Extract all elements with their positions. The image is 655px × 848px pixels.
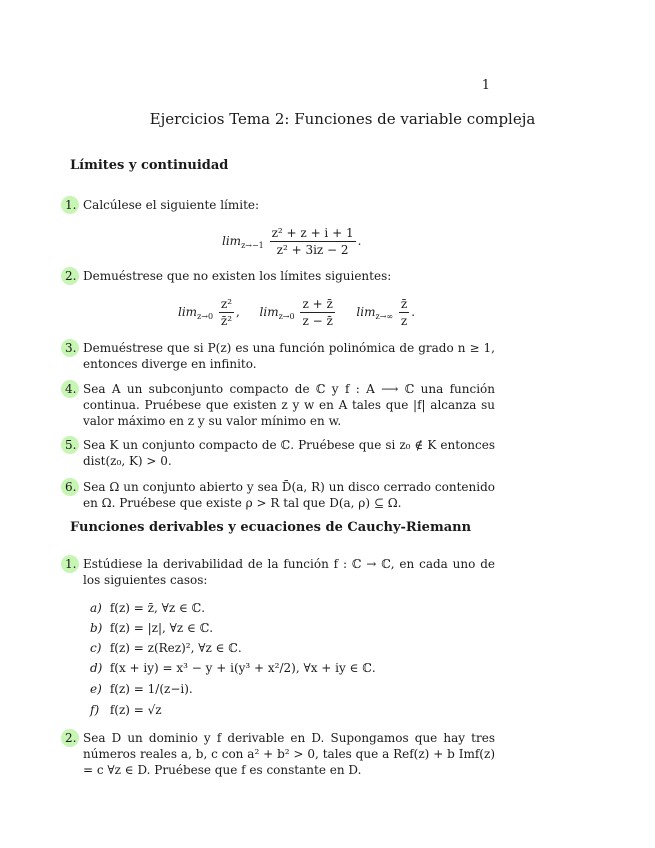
case-b — [90, 621, 213, 635]
exercise-1-4 — [65, 381, 495, 431]
case-e — [90, 682, 193, 696]
lim-label: lim — [259, 305, 279, 319]
limit-expression — [178, 297, 244, 328]
document-title: Ejercicios Tema 2: Funciones de variable compleja — [149, 110, 536, 128]
fraction — [300, 297, 334, 328]
numerator: z + z̄ — [302, 297, 333, 311]
limit-expression — [259, 297, 341, 328]
exercise-2-1 — [65, 556, 495, 590]
section-heading-derivables: Funciones derivables y ecuaciones de Cauchy-Riemann — [70, 520, 472, 535]
lim-label: lim — [356, 305, 376, 319]
lim-subscript: z→0 — [278, 312, 295, 321]
denominator: z − z̄ — [302, 314, 333, 328]
exercise-1-1 — [65, 197, 495, 215]
case-label: d) — [90, 661, 103, 675]
section-heading-limits: Límites y continuidad — [70, 158, 229, 173]
case-text: f(x + iy) = x³ − y + i(y³ + x²/2), ∀x + iy ∈ ℂ. — [109, 661, 376, 675]
case-label: f) — [90, 703, 100, 717]
exercise-text: Sea D un dominio y f derivable en D. Supongamos que hay tres números reales a, b, c con a² + b² > 0, tales que a Ref(z) + b Imf(z) = c ∀z ∈ D. Pruébese que f es constante en D. — [83, 731, 495, 777]
numerator: z̄ — [400, 297, 408, 311]
denominator: z̄² — [220, 314, 233, 328]
exercise-1-6 — [65, 479, 495, 513]
exercise-text: Estúdiese la derivabilidad de la función f : ℂ → ℂ, en cada uno de los siguientes casos: — [83, 557, 495, 587]
denominator: z — [400, 314, 408, 328]
exercise-text: Calcúlese el siguiente límite: — [83, 198, 260, 212]
lim-label: lim — [178, 305, 198, 319]
exercise-number: 2. — [65, 731, 77, 745]
exercise-number: 1. — [65, 557, 77, 571]
exercise-1-2 — [65, 268, 495, 286]
exercise-number: 4. — [65, 382, 77, 396]
case-text: f(z) = |z|, ∀z ∈ ℂ. — [109, 621, 214, 635]
limit-formula-1 — [222, 226, 361, 257]
exercise-text: Demuéstrese que si P(z) es una función polinómica de grado n ≥ 1, entonces diverge en infinito. — [83, 341, 495, 371]
case-label: b) — [90, 621, 103, 635]
lim-label: lim — [222, 234, 242, 248]
lim-subscript: z→0 — [197, 312, 214, 321]
numerator: z² + z + i + 1 — [271, 226, 354, 240]
case-label: e) — [90, 682, 102, 696]
punctuation: , — [236, 305, 240, 319]
exercise-number: 5. — [65, 438, 77, 452]
fraction — [399, 297, 409, 328]
punctuation: . — [357, 234, 362, 248]
fraction — [270, 226, 356, 257]
exercise-number: 1. — [65, 198, 77, 212]
lim-subscript: z→∞ — [375, 312, 394, 321]
numerator: z² — [220, 297, 233, 311]
page-number: 1 — [481, 78, 490, 93]
exercise-number: 2. — [65, 269, 77, 283]
case-a — [90, 601, 205, 615]
exercise-text: Sea Ω un conjunto abierto y sea D̄(a, R) un disco cerrado contenido en Ω. Pruébese que existe ρ > R tal que D(a, ρ) ⊆ Ω. — [83, 480, 495, 510]
exercise-text: Sea K un conjunto compacto de ℂ. Pruébese que si z₀ ∉ K entonces dist(z₀, K) > 0. — [83, 438, 495, 468]
exercise-number: 3. — [65, 341, 77, 355]
exercise-2-2 — [65, 730, 495, 780]
case-c — [90, 641, 242, 655]
exercise-1-3 — [65, 340, 495, 374]
case-label: a) — [90, 601, 102, 615]
case-f — [90, 703, 162, 717]
exercise-text: Sea A un subconjunto compacto de ℂ y f : A ⟶ ℂ una función continua. Pruébese que existen z y w en A tales que |f| alcanza su valor máximo en z y su valor mínimo en w. — [83, 382, 495, 428]
exercise-1-5 — [65, 437, 495, 471]
denominator: z² + 3iz − 2 — [276, 243, 349, 257]
punctuation: . — [411, 305, 416, 319]
case-label: c) — [90, 641, 102, 655]
limit-formulas-2 — [178, 297, 415, 328]
limit-expression — [356, 297, 416, 328]
case-text: f(z) = z(Rez)², ∀z ∈ ℂ. — [109, 641, 242, 655]
case-text: f(z) = √z — [109, 703, 162, 717]
exercise-text: Demuéstrese que no existen los límites siguientes: — [83, 269, 392, 283]
case-text: f(z) = 1/(z−i). — [109, 682, 193, 696]
case-text: f(z) = z̄, ∀z ∈ ℂ. — [109, 601, 206, 615]
case-d — [90, 661, 376, 675]
lim-subscript: z→−1 — [241, 241, 264, 250]
fraction — [219, 297, 234, 328]
exercise-number: 6. — [65, 480, 77, 494]
